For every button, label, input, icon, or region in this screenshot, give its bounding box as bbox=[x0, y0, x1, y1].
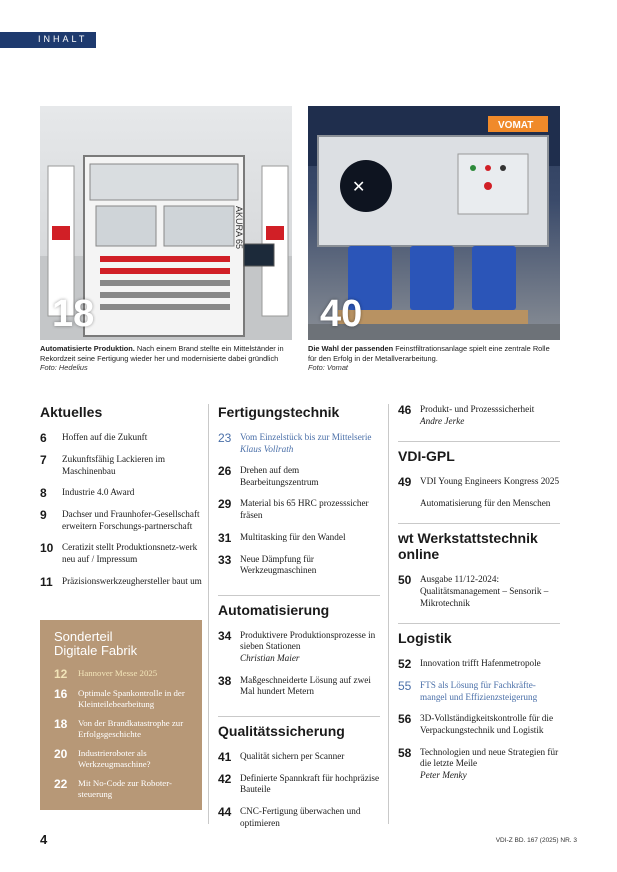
special-section-title: Sonderteil Digitale Fabrik bbox=[54, 629, 138, 658]
toc-column-2 bbox=[218, 404, 380, 839]
caption-credit: Foto: Vomat bbox=[308, 363, 348, 373]
toc-entry[interactable]: 41 Qualität sichern per Scanner bbox=[218, 749, 345, 764]
caption-credit: Foto: Hedelius bbox=[40, 363, 88, 373]
toc-entry[interactable]: 20 Industrieroboter als Werkzeugmaschine? bbox=[54, 747, 151, 769]
section-title-fertigungstechnik: Fertigungstechnik bbox=[218, 404, 340, 420]
brand-sign: VOMAT bbox=[498, 120, 534, 131]
toc-entry[interactable]: 26 Drehen auf dem Bearbeitungszentrum bbox=[218, 464, 319, 487]
toc-entry[interactable]: 23 Vom Einzelstück bis zur Mittelserie Klaus Vollrath bbox=[218, 431, 372, 454]
section-title-logistik: Logistik bbox=[398, 623, 560, 646]
photo-page-number: 40 bbox=[320, 293, 363, 335]
toc-entry[interactable]: 46 Produkt- und Prozesssicherheit Andre Jerke bbox=[398, 403, 535, 426]
section-title-qualitaetssicherung: Qualitätssicherung bbox=[218, 716, 380, 739]
toc-entry[interactable]: 52 Innovation trifft Hafenmetropole bbox=[398, 657, 541, 672]
caption-text: Feinstfiltrationsanlage spielt eine zentrale Rolle für den Erfolg in der Metallverarbeitung. bbox=[308, 344, 550, 363]
special-section-box bbox=[40, 620, 202, 810]
svg-text:✕: ✕ bbox=[352, 179, 366, 196]
section-title-automatisierung: Automatisierung bbox=[218, 595, 380, 618]
toc-entry[interactable]: 33 Neue Dämpfung für Werkzeugmaschinen bbox=[218, 552, 317, 576]
toc-entry[interactable]: 44 CNC-Fertigung überwachen und optimieren bbox=[218, 804, 361, 828]
toc-entry[interactable]: 42 Definierte Spannkraft für hochpräzise Bauteile bbox=[218, 771, 380, 795]
column-divider bbox=[208, 404, 209, 824]
caption-text: Nach einem Brand stellte ein Mittelständer in Rekordzeit seine Fertigung wieder her und modernisierte dabei gründlich bbox=[40, 344, 284, 363]
caption-right bbox=[308, 344, 560, 373]
section-header-band bbox=[0, 32, 96, 48]
toc-entry[interactable]: 8 Industrie 4.0 Award bbox=[40, 486, 135, 501]
toc-entry[interactable]: 58 Technologien und neue Strategien für die letzte Meile Peter Menky bbox=[398, 745, 559, 780]
journal-reference: VDI-Z BD. 167 (2025) NR. 3 bbox=[495, 837, 577, 844]
toc-entry[interactable]: 7 Zukunftsfähig Lackieren im Maschinenbau bbox=[40, 453, 166, 476]
machine-brand-label: AKURA 65 bbox=[234, 206, 244, 250]
caption-lead: Automatisierte Produktion. bbox=[40, 344, 135, 353]
toc-entry[interactable]: 18 Von der Brandkatastrophe zur Erfolgsgeschichte bbox=[54, 717, 184, 739]
page-number: 4 bbox=[40, 832, 48, 847]
caption-left bbox=[40, 344, 292, 373]
toc-entry[interactable]: 31 Multitasking für den Wandel bbox=[218, 530, 346, 545]
toc-entry[interactable]: 34 Produktivere Produktionsprozesse in sieben Stationen Christian Maier bbox=[218, 628, 376, 663]
photo-machining-center bbox=[40, 106, 292, 340]
toc-entry[interactable]: 10 Ceratizit stellt Produktionsnetz-werk neu auf / Impressum bbox=[40, 541, 198, 564]
toc-entry[interactable]: 6 Hoffen auf die Zukunft bbox=[40, 431, 148, 445]
section-title-aktuelles: Aktuelles bbox=[40, 404, 103, 420]
photo-filtration-unit bbox=[308, 106, 560, 340]
section-title-vdi-gpl: VDI-GPL bbox=[398, 441, 560, 464]
toc-column-3 bbox=[398, 404, 560, 791]
column-divider bbox=[388, 404, 389, 824]
toc-entry[interactable]: 16 Optimale Spankontrolle in der Kleinteilebearbeitung bbox=[54, 687, 185, 709]
toc-entry[interactable]: 9 Dachser und Fraunhofer-Gesellschaft erweitern Forschungs-partnerschaft bbox=[40, 508, 200, 531]
caption-lead: Die Wahl der passenden bbox=[308, 344, 394, 353]
section-header-label: INHALT bbox=[38, 34, 88, 44]
toc-entry[interactable]: 56 3D-Vollständigkeitskontrolle für die Verpackungstechnik und Logistik bbox=[398, 712, 554, 735]
toc-column-1 bbox=[40, 404, 202, 598]
toc-entry[interactable]: 38 Maßgeschneiderte Lösung auf zwei Mal hundert Metern bbox=[218, 673, 371, 697]
toc-entry[interactable]: 50 Ausgabe 11/12-2024: Qualitätsmanagement – Sensorik – Mikrotechnik bbox=[398, 573, 549, 608]
toc-entry[interactable]: 12 Hannover Messe 2025 bbox=[54, 667, 158, 681]
section-title-wt-online: wt Werkstattstechnik online bbox=[398, 523, 560, 562]
toc-entry[interactable]: 29 Material bis 65 HRC prozesssicher fräsen bbox=[218, 497, 369, 520]
toc-entry[interactable]: 55 FTS als Lösung für Fachkräfte-mangel und Effizienzsteigerung bbox=[398, 679, 538, 702]
toc-entry[interactable]: 22 Mit No-Code zur Roboter-steuerung bbox=[54, 777, 172, 799]
toc-entry[interactable]: 11 Präzisionswerkzeughersteller baut um bbox=[40, 574, 202, 589]
toc-entry[interactable]: 49 VDI Young Engineers Kongress 2025 Automatisierung für den Menschen bbox=[398, 475, 560, 508]
photo-page-number: 18 bbox=[52, 293, 95, 335]
